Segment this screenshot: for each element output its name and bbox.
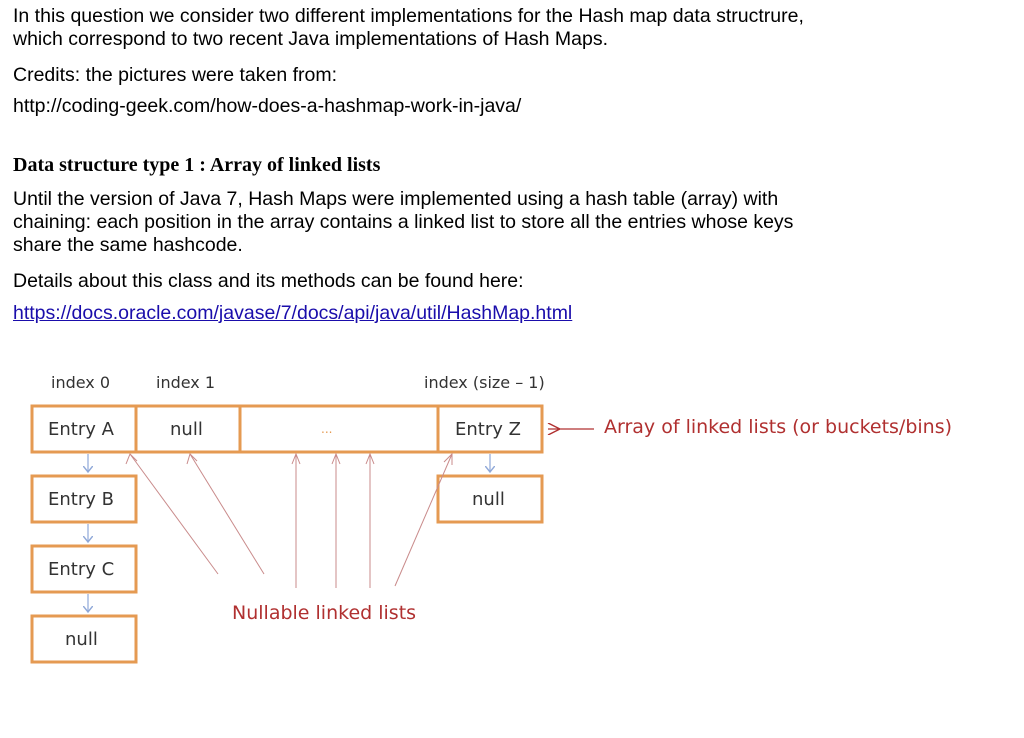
section-heading: Data structure type 1 : Array of linked lists <box>13 154 381 176</box>
diagram-graphics <box>0 360 1024 680</box>
index-label-last: index (size – 1) <box>424 373 545 392</box>
credits-line: Credits: the pictures were taken from: <box>13 64 338 86</box>
details-link-wrap <box>13 302 1003 325</box>
array-cell-entry-a: Entry A <box>48 419 114 440</box>
details-line: Details about this class and its methods can be found here: <box>13 270 524 292</box>
section-line-2: chaining: each position in the array contains a linked list to store all the entries whose keys <box>13 211 794 233</box>
chain0-entry-b: Entry B <box>48 489 114 510</box>
index-label-1: index 1 <box>156 373 216 392</box>
array-cell-entry-z: Entry Z <box>455 419 521 440</box>
chain0-entry-c: Entry C <box>48 559 115 580</box>
section-line-1: Until the version of Java 7, Hash Maps were implemented using a hash table (array) with <box>13 188 779 210</box>
index-label-0: index 0 <box>51 373 111 392</box>
array-caption: Array of linked lists (or buckets/bins) <box>604 416 953 438</box>
array-cell-ellipsis: ... <box>321 422 333 436</box>
hashmap-diagram <box>0 360 1024 680</box>
pointer-line-2 <box>190 454 264 574</box>
nullable-caption: Nullable linked lists <box>232 602 417 624</box>
credits-url: http://coding-geek.com/how-does-a-hashmap-work-in-java/ <box>13 95 522 117</box>
intro-line-1: In this question we consider two different implementations for the Hash map data structrure, <box>13 5 804 27</box>
intro-paragraph <box>13 5 1003 51</box>
pointer-line-1 <box>130 454 218 574</box>
intro-line-2: which correspond to two recent Java implementations of Hash Maps. <box>13 28 609 50</box>
array-cell-2-box <box>240 406 438 452</box>
section-line-3: share the same hashcode. <box>13 234 243 256</box>
chainz-null: null <box>472 489 505 510</box>
array-cell-null: null <box>170 419 203 440</box>
section-paragraph <box>13 188 1003 257</box>
hashmap-docs-link[interactable]: https://docs.oracle.com/javase/7/docs/api/java/util/HashMap.html <box>13 302 573 324</box>
chain0-null: null <box>65 629 98 650</box>
